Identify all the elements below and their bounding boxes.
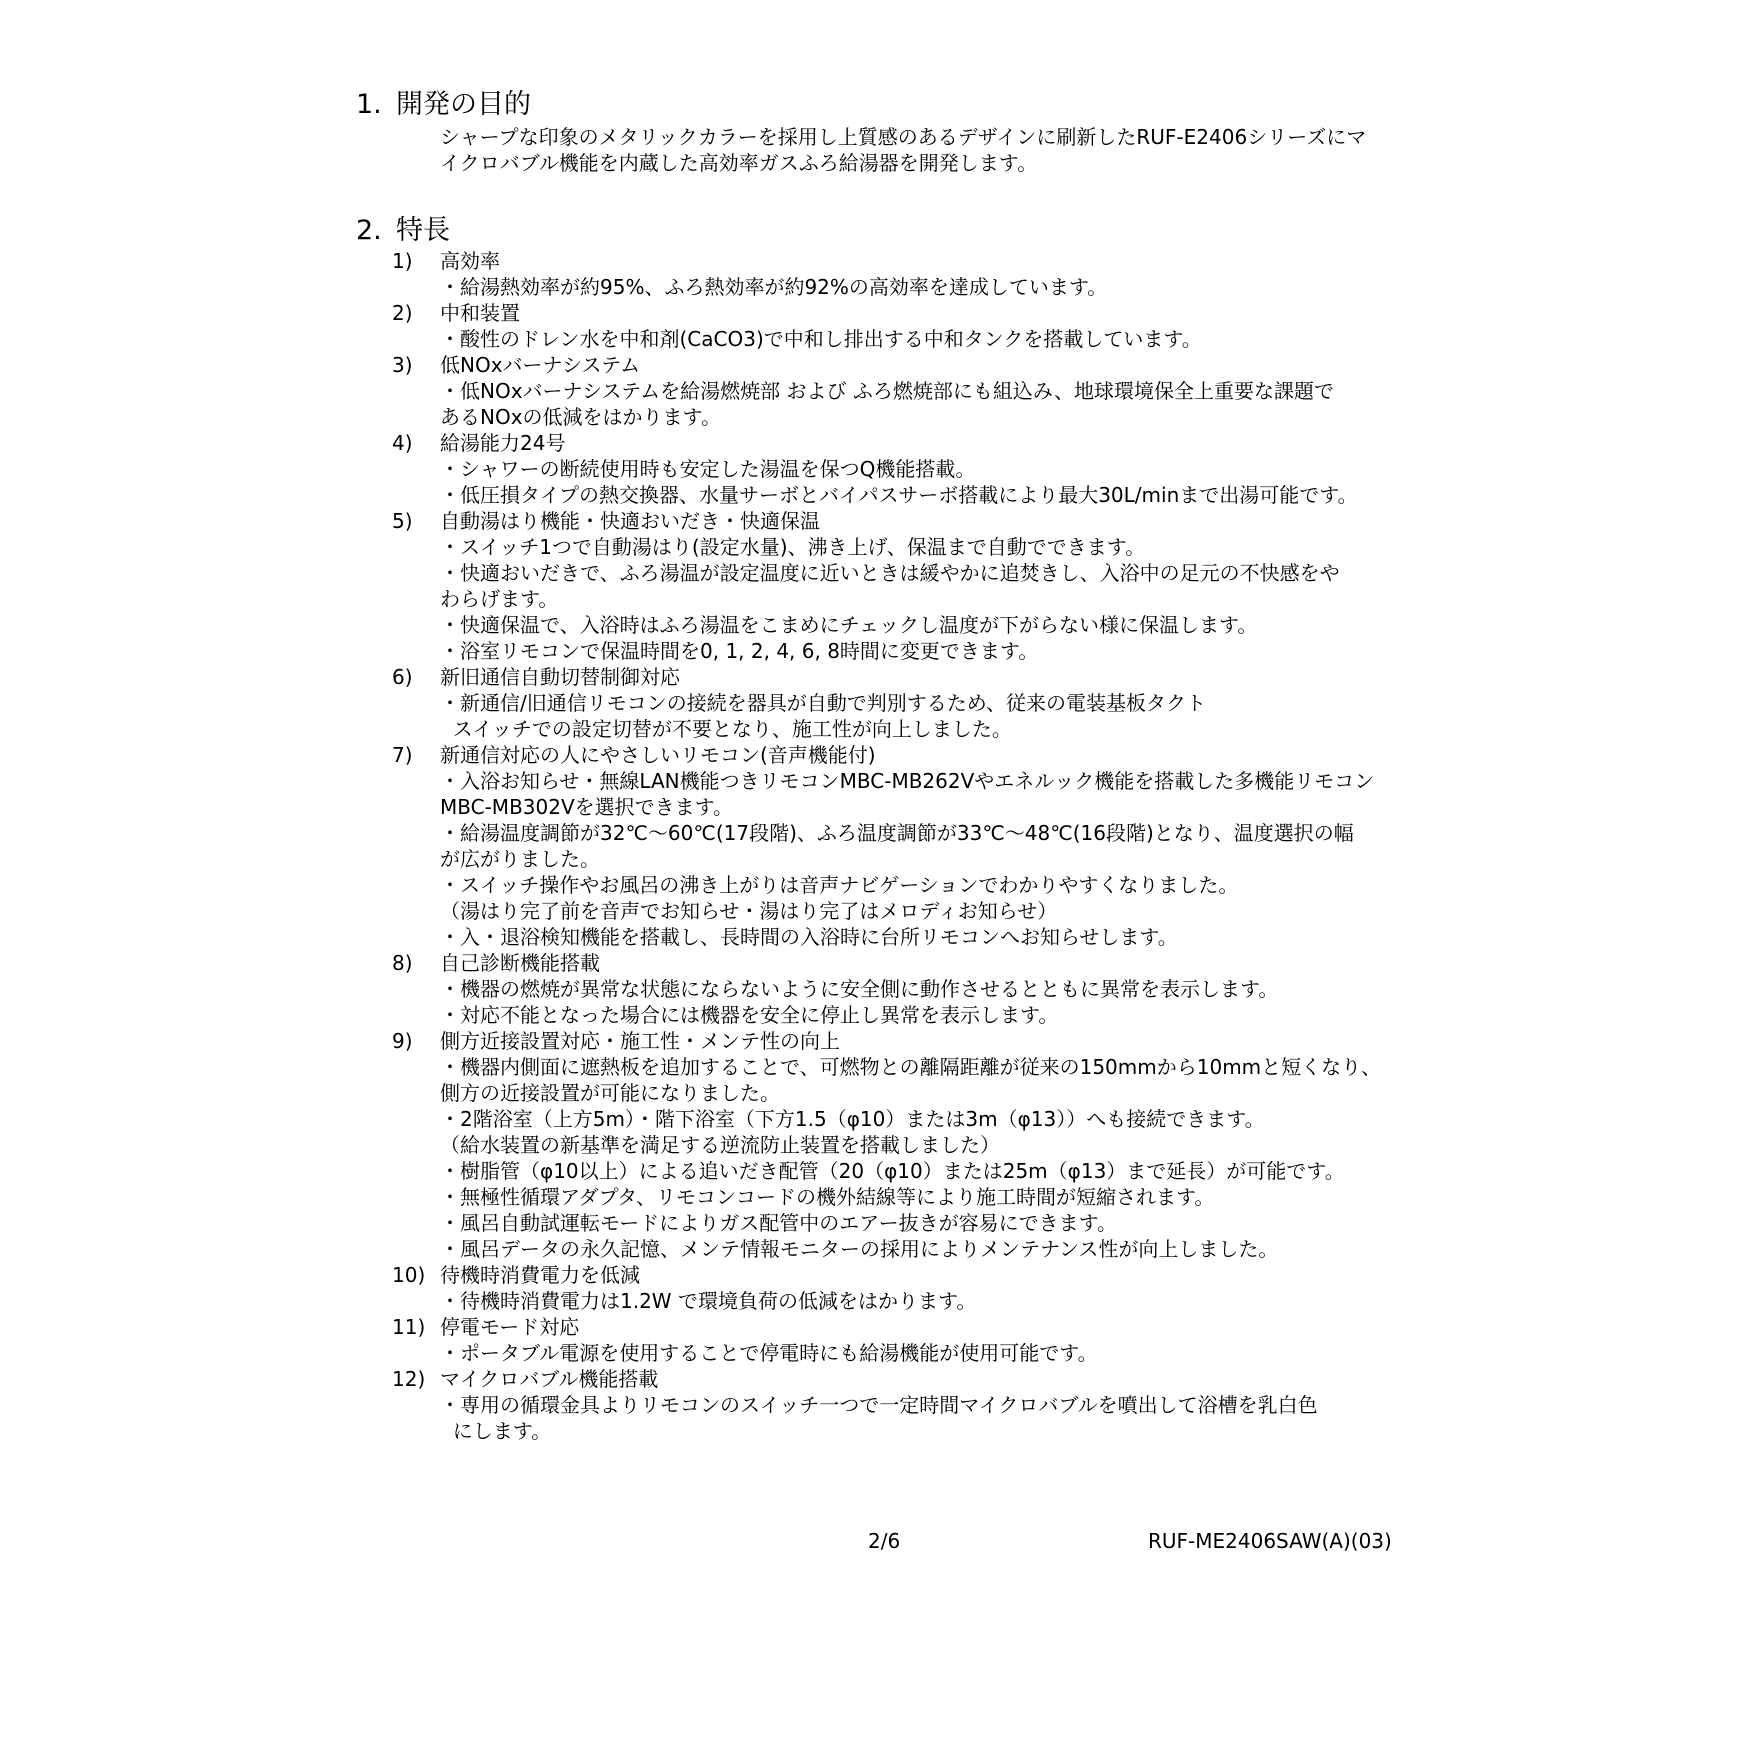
feature-heading [356, 300, 1436, 326]
feature-line: ・機器内側面に遮熱板を追加することで、可燃物との離隔距離が従来の150mmから10mmと短くなり、 [440, 1055, 1382, 1079]
feature-line: ・待機時消費電力は1.2W で環境負荷の低減をはかります。 [440, 1289, 977, 1313]
feature-list-container [356, 248, 1436, 1444]
feature-item [356, 1028, 1436, 1262]
feature-item [356, 352, 1436, 430]
document-content [356, 88, 1436, 1444]
feature-heading [356, 1366, 1436, 1392]
feature-line: ・無極性循環アダプタ、リモコンコードの機外結線等により施工時間が短縮されます。 [440, 1185, 1215, 1209]
feature-title: 低NOxバーナシステム [440, 353, 641, 377]
feature-title: 高効率 [440, 249, 500, 273]
feature-item [356, 1262, 1436, 1314]
model-number: RUF-ME2406SAW(A)(03) [1148, 1529, 1392, 1553]
feature-line: あるNOxの低減をはかります。 [440, 405, 721, 429]
feature-heading [356, 352, 1436, 378]
feature-line: ・新通信/旧通信リモコンの接続を器具が自動で判別するため、従来の電装基板タクト [440, 691, 1206, 715]
feature-description [440, 326, 1436, 352]
feature-line: ・樹脂管（φ10以上）による追いだき配管（20（φ10）または25m（φ13）まで延長）が可能です。 [440, 1159, 1345, 1183]
feature-heading [356, 1314, 1436, 1340]
feature-heading [356, 1028, 1436, 1054]
feature-heading [356, 248, 1436, 274]
feature-item [356, 1314, 1436, 1366]
feature-item [356, 430, 1436, 508]
section-number: 1. [356, 89, 382, 120]
section-number: 2. [356, 215, 382, 246]
feature-description [440, 456, 1436, 508]
feature-heading [356, 950, 1436, 976]
feature-description [440, 1054, 1436, 1262]
paragraph-line: シャープな印象のメタリックカラーを採用し上質感のあるデザインに刷新したRUF-E2406シリーズにマ [440, 125, 1367, 149]
feature-item [356, 248, 1436, 300]
feature-number: 10) [392, 1263, 426, 1287]
feature-line: ・給湯温度調節が32℃～60℃(17段階)、ふろ温度調節が33℃～48℃(16段階)となり、温度選択の幅 [440, 821, 1354, 845]
feature-title: 停電モード対応 [440, 1315, 580, 1339]
feature-description [440, 378, 1436, 430]
feature-heading [356, 1262, 1436, 1288]
feature-title: 側方近接設置対応・施工性・メンテ性の向上 [440, 1029, 840, 1053]
feature-line: ・シャワーの断続使用時も安定した湯温を保つQ機能搭載。 [440, 457, 976, 481]
feature-line: ・2階浴室（上方5m）・階下浴室（下方1.5（φ10）または3m（φ13））へも接続できます。 [440, 1107, 1265, 1131]
feature-line: ・酸性のドレン水を中和剤(CaCO3)で中和し排出する中和タンクを搭載しています。 [440, 327, 1202, 351]
feature-line: ・低圧損タイプの熱交換器、水量サーボとバイパスサーボ搭載により最大30L/minまで出湯可能です。 [440, 483, 1358, 507]
paragraph-line: イクロバブル機能を内蔵した高効率ガスふろ給湯器を開発します。 [440, 151, 1038, 175]
feature-description [440, 690, 1436, 742]
page-number: 2/6 [868, 1529, 901, 1553]
feature-line: ・低NOxバーナシステムを給湯燃焼部 および ふろ燃焼部にも組込み、地球環境保全上重要な課題で [440, 379, 1335, 403]
feature-description [440, 976, 1436, 1028]
feature-line: スイッチでの設定切替が不要となり、施工性が向上しました。 [440, 717, 1012, 741]
section-purpose [356, 88, 1436, 176]
feature-line: （湯はり完了前を音声でお知らせ・湯はり完了はメロディお知らせ） [440, 899, 1058, 923]
feature-item [356, 508, 1436, 664]
feature-line: ・対応不能となった場合には機器を安全に停止し異常を表示します。 [440, 1003, 1059, 1027]
section-title [356, 88, 1436, 122]
feature-number: 8) [392, 951, 413, 975]
feature-line: ・スイッチ操作やお風呂の沸き上がりは音声ナビゲーションでわかりやすくなりました。 [440, 873, 1239, 897]
feature-item [356, 664, 1436, 742]
feature-number: 2) [392, 301, 413, 325]
feature-line: ・ポータブル電源を使用することで停電時にも給湯機能が使用可能です。 [440, 1341, 1098, 1365]
feature-number: 1) [392, 249, 413, 273]
feature-title: 待機時消費電力を低減 [440, 1263, 640, 1287]
feature-line: ・風呂自動試運転モードによりガス配管中のエアー抜きが容易にできます。 [440, 1211, 1117, 1235]
feature-line: ・快適おいだきで、ふろ湯温が設定温度に近いときは緩やかに追焚きし、入浴中の足元の不快感をや [440, 561, 1340, 585]
feature-description [440, 768, 1436, 950]
feature-heading [356, 664, 1436, 690]
feature-number: 11) [392, 1315, 426, 1339]
feature-number: 7) [392, 743, 413, 767]
feature-title: 自動湯はり機能・快適おいだき・快適保温 [440, 509, 820, 533]
purpose-paragraph [440, 124, 1420, 176]
feature-item [356, 950, 1436, 1028]
feature-description [440, 1340, 1436, 1366]
feature-item [356, 300, 1436, 352]
feature-title: 自己診断機能搭載 [440, 951, 600, 975]
feature-description [440, 274, 1436, 300]
section-heading: 特長 [396, 215, 450, 246]
feature-heading [356, 742, 1436, 768]
feature-line: ・スイッチ1つで自動湯はり(設定水量)、沸き上げ、保温まで自動でできます。 [440, 535, 1146, 559]
feature-heading [356, 508, 1436, 534]
feature-number: 4) [392, 431, 413, 455]
feature-title: 新旧通信自動切替制御対応 [440, 665, 680, 689]
feature-title: マイクロバブル機能搭載 [440, 1367, 659, 1391]
feature-line: （給水装置の新基準を満足する逆流防止装置を搭載しました） [440, 1133, 1000, 1157]
feature-line: わらげます。 [440, 587, 559, 611]
feature-number: 5) [392, 509, 413, 533]
feature-title: 中和装置 [440, 301, 520, 325]
feature-line: ・機器の燃焼が異常な状態にならないように安全側に動作させるとともに異常を表示します。 [440, 977, 1279, 1001]
feature-line: ・快適保温で、入浴時はふろ湯温をこまめにチェックし温度が下がらない様に保温します。 [440, 613, 1258, 637]
feature-number: 12) [392, 1367, 426, 1391]
feature-title: 新通信対応の人にやさしいリモコン(音声機能付) [440, 743, 876, 767]
feature-line: が広がりました。 [440, 847, 600, 871]
feature-line: ・風呂データの永久記憶、メンテ情報モニターの採用によりメンテナンス性が向上しました。 [440, 1237, 1279, 1261]
feature-title: 給湯能力24号 [440, 431, 566, 455]
feature-description [440, 1392, 1436, 1444]
feature-item [356, 742, 1436, 950]
section-features [356, 214, 1436, 1444]
feature-description [440, 1288, 1436, 1314]
feature-line: ・入・退浴検知機能を搭載し、長時間の入浴時に台所リモコンへお知らせします。 [440, 925, 1178, 949]
feature-number: 9) [392, 1029, 413, 1053]
feature-line: 側方の近接設置が可能になりました。 [440, 1081, 780, 1105]
feature-description [440, 534, 1436, 664]
feature-line: にします。 [440, 1419, 552, 1443]
feature-number: 6) [392, 665, 413, 689]
feature-item [356, 1366, 1436, 1444]
feature-line: ・給湯熱効率が約95%、ふろ熱効率が約92%の高効率を達成しています。 [440, 275, 1108, 299]
feature-line: ・入浴お知らせ・無線LAN機能つきリモコンMBC-MB262Vやエネルック機能を搭載した多機能リモコン [440, 769, 1375, 793]
feature-line: ・専用の循環金具よりリモコンのスイッチ一つで一定時間マイクロバブルを噴出して浴槽を乳白色 [440, 1393, 1318, 1417]
feature-heading [356, 430, 1436, 456]
feature-number: 3) [392, 353, 413, 377]
section-title [356, 214, 1436, 248]
feature-line: ・浴室リモコンで保温時間を0, 1, 2, 4, 6, 8時間に変更できます。 [440, 639, 1039, 663]
section-heading: 開発の目的 [396, 89, 531, 120]
feature-line: MBC-MB302Vを選択できます。 [440, 795, 734, 819]
